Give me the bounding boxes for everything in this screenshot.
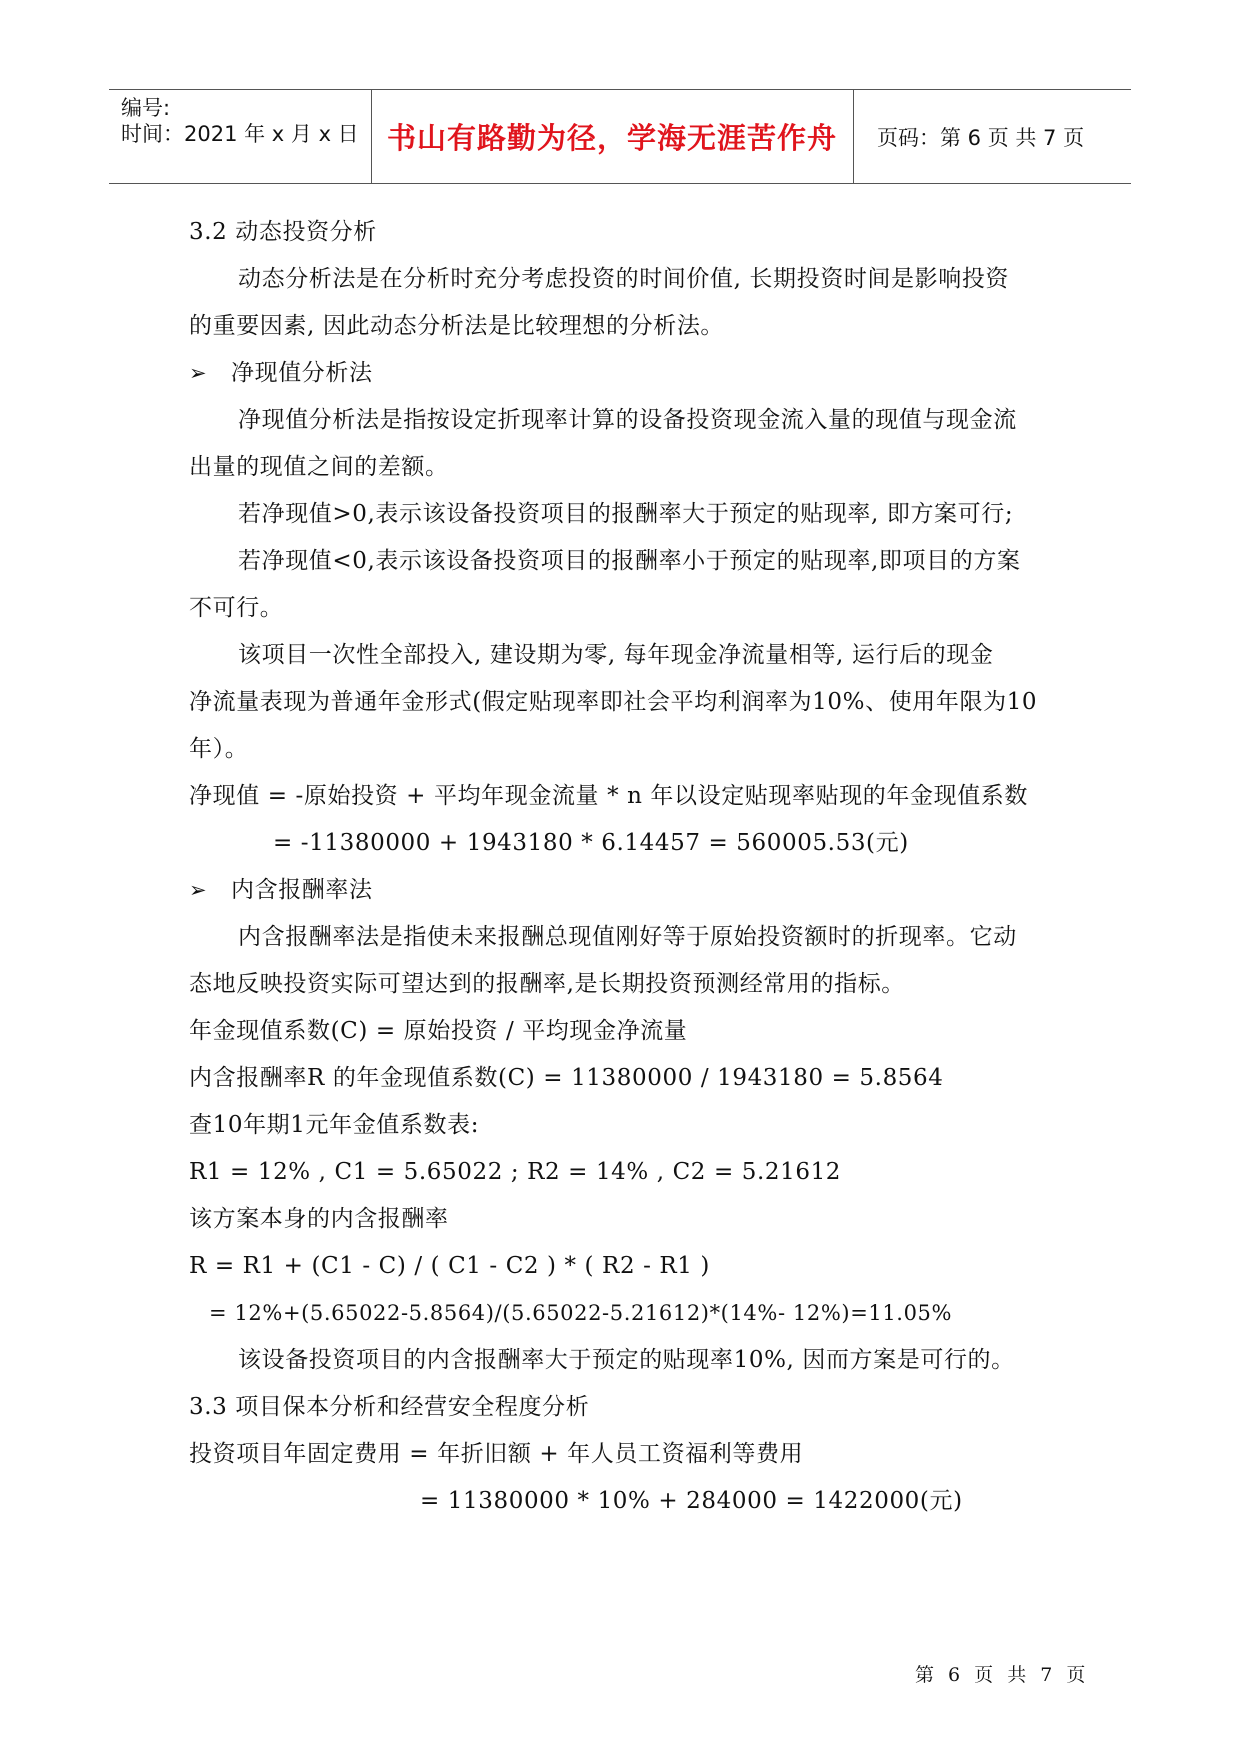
time-label: 时间：2021 年 x 月 x 日 [121, 122, 359, 146]
paragraph-line: 该设备投资项目的内含报酬率大于预定的贴现率10%, 因而方案是可行的。 [238, 1347, 1015, 1373]
paragraph-line: 净现值分析法是指按设定折现率计算的设备投资现金流入量的现值与现金流 [238, 407, 1017, 433]
paragraph-line: 查10年期1元年金值系数表: [189, 1112, 480, 1138]
page-footer: 第 6 页 共 7 页 [915, 1664, 1090, 1686]
paragraph-line: 内含报酬率法是指使未来报酬总现值刚好等于原始投资额时的折现率。它动 [238, 924, 1017, 950]
header-page-code: 页码：第 6 页 共 7 页 [877, 125, 1085, 150]
number-label: 编号: [121, 96, 171, 120]
formula-line: 内含报酬率R 的年金现值系数(C) = 11380000 / 1943180 = 5.8564 [189, 1065, 944, 1091]
header-motto: 书山有路勤为径，学海无涯苦作舟 [386, 121, 837, 155]
bullet-arrow-icon: ➢ [189, 361, 207, 385]
paragraph-line: 该方案本身的内含报酬率 [189, 1206, 449, 1232]
formula-line: 净现值 = -原始投资 + 平均年现金流量 * n 年以设定贴现率贴现的年金现值系数 [189, 783, 1029, 809]
section-heading: 3.3 项目保本分析和经营安全程度分析 [189, 1394, 590, 1420]
page-header [109, 89, 1131, 184]
formula-line: = -11380000 + 1943180 * 6.14457 = 560005.53(元) [273, 830, 909, 856]
formula-line: = 11380000 * 10% + 284000 = 1422000(元) [420, 1488, 963, 1514]
subheading: 内含报酬率法 [231, 877, 373, 903]
formula-line: 投资项目年固定费用 = 年折旧额 + 年人员工资福利等费用 [189, 1441, 804, 1467]
formula-line: = 12%+(5.65022-5.8564)/(5.65022-5.21612)*(14%- 12%)=11.05% [209, 1301, 953, 1325]
paragraph-line: 不可行。 [189, 595, 284, 621]
paragraph-line: 的重要因素, 因此动态分析法是比较理想的分析法。 [189, 313, 725, 339]
paragraph-line: 出量的现值之间的差额。 [189, 454, 449, 480]
paragraph-line: 若净现值<0,表示该设备投资项目的报酬率小于预定的贴现率,即项目的方案 [238, 548, 1021, 574]
formula-line: R1 = 12% , C1 = 5.65022 ; R2 = 14% , C2 = 5.21612 [189, 1159, 842, 1185]
header-meta [121, 90, 371, 183]
bullet-arrow-icon: ➢ [189, 878, 207, 902]
formula-line: 年金现值系数(C) = 原始投资 / 平均现金净流量 [189, 1018, 688, 1044]
paragraph-line: 若净现值>0,表示该设备投资项目的报酬率大于预定的贴现率, 即方案可行; [238, 501, 1014, 527]
subheading: 净现值分析法 [231, 360, 373, 386]
paragraph-line: 态地反映投资实际可望达到的报酬率,是长期投资预测经常用的指标。 [189, 971, 905, 997]
paragraph-line: 净流量表现为普通年金形式(假定贴现率即社会平均利润率为10%、使用年限为10 [189, 689, 1038, 715]
section-heading: 3.2 动态投资分析 [189, 219, 377, 245]
formula-line: R = R1 + (C1 - C) / ( C1 - C2 ) * ( R2 - R1 ) [189, 1253, 711, 1279]
paragraph-line: 动态分析法是在分析时充分考虑投资的时间价值, 长期投资时间是影响投资 [238, 266, 1010, 292]
paragraph-line: 年）。 [189, 736, 249, 762]
paragraph-line: 该项目一次性全部投入, 建设期为零, 每年现金净流量相等, 运行后的现金 [238, 642, 994, 668]
